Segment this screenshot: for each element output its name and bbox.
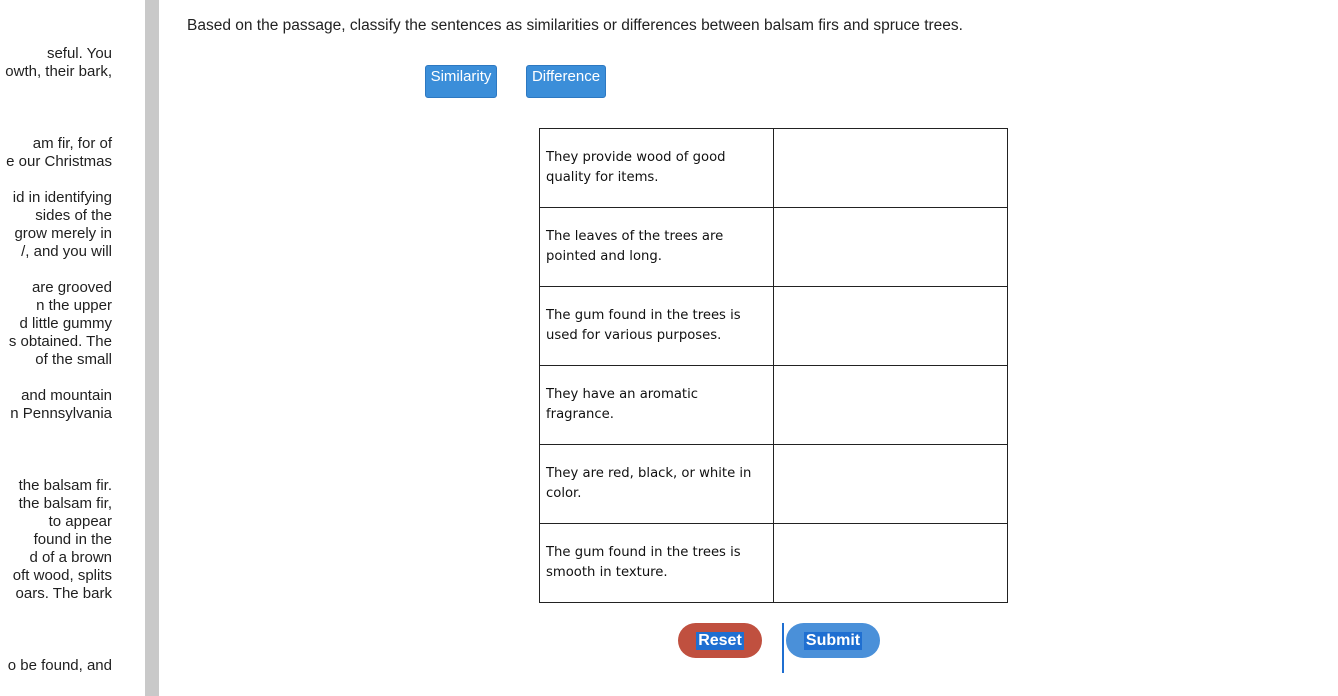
passage-line: are grooved	[31, 279, 112, 296]
passage-line: n the upper	[36, 297, 112, 314]
passage-line: seful. You	[46, 45, 112, 62]
table-row	[540, 445, 1008, 524]
table-row	[540, 524, 1008, 603]
question-prompt: Based on the passage, classify the sentences as similarities or differences between balsam firs and spruce trees.	[187, 17, 963, 34]
pane-splitter[interactable]	[145, 0, 159, 696]
statement-cell: They have an aromatic fragrance.	[540, 366, 774, 445]
passage-line: to appear	[48, 513, 112, 530]
passage-line: d of a brown	[29, 549, 112, 566]
answer-drop-cell[interactable]	[774, 287, 1008, 366]
table-row	[540, 129, 1008, 208]
statement-cell: The gum found in the trees is used for various purposes.	[540, 287, 774, 366]
difference-button[interactable]: Difference	[526, 65, 606, 98]
table-row	[540, 287, 1008, 366]
submit-button[interactable]	[786, 623, 880, 658]
answer-drop-cell[interactable]	[774, 208, 1008, 287]
passage-line: of the small	[35, 351, 112, 368]
passage-line: s obtained. The	[8, 333, 112, 350]
passage-line: id in identifying	[12, 189, 112, 206]
reset-label: Reset	[698, 631, 742, 649]
classification-table	[539, 128, 1008, 603]
table-row	[540, 208, 1008, 287]
passage-line: sides of the	[35, 207, 112, 224]
passage-line: e our Christmas	[6, 153, 112, 170]
passage-line: owth, their bark,	[5, 63, 112, 80]
passage-line: d little gummy	[19, 315, 112, 332]
text-cursor	[782, 623, 784, 673]
table-row	[540, 366, 1008, 445]
passage-line: n Pennsylvania	[10, 405, 112, 422]
submit-label: Submit	[805, 631, 861, 649]
passage-pane	[0, 0, 145, 696]
similarity-button[interactable]: Similarity	[425, 65, 497, 98]
passage-line: oars. The bark	[15, 585, 112, 602]
statement-cell: They provide wood of good quality for items.	[540, 129, 774, 208]
statement-cell: They are red, black, or white in color.	[540, 445, 774, 524]
passage-line: and mountain	[21, 387, 112, 404]
answer-drop-cell[interactable]	[774, 366, 1008, 445]
reset-button[interactable]	[678, 623, 762, 658]
passage-line: oft wood, splits	[12, 567, 112, 584]
passage-line: am fir, for of	[32, 135, 112, 152]
statement-cell: The leaves of the trees are pointed and long.	[540, 208, 774, 287]
answer-drop-cell[interactable]	[774, 445, 1008, 524]
statement-cell: The gum found in the trees is smooth in texture.	[540, 524, 774, 603]
passage-line: /, and you will	[21, 243, 112, 260]
passage-line: found in the	[33, 531, 112, 548]
answer-drop-cell[interactable]	[774, 524, 1008, 603]
passage-line: the balsam fir,	[18, 495, 112, 512]
passage-line: o be found, and	[7, 657, 112, 674]
passage-line: the balsam fir.	[18, 477, 112, 494]
passage-line: grow merely in	[14, 225, 112, 242]
answer-drop-cell[interactable]	[774, 129, 1008, 208]
